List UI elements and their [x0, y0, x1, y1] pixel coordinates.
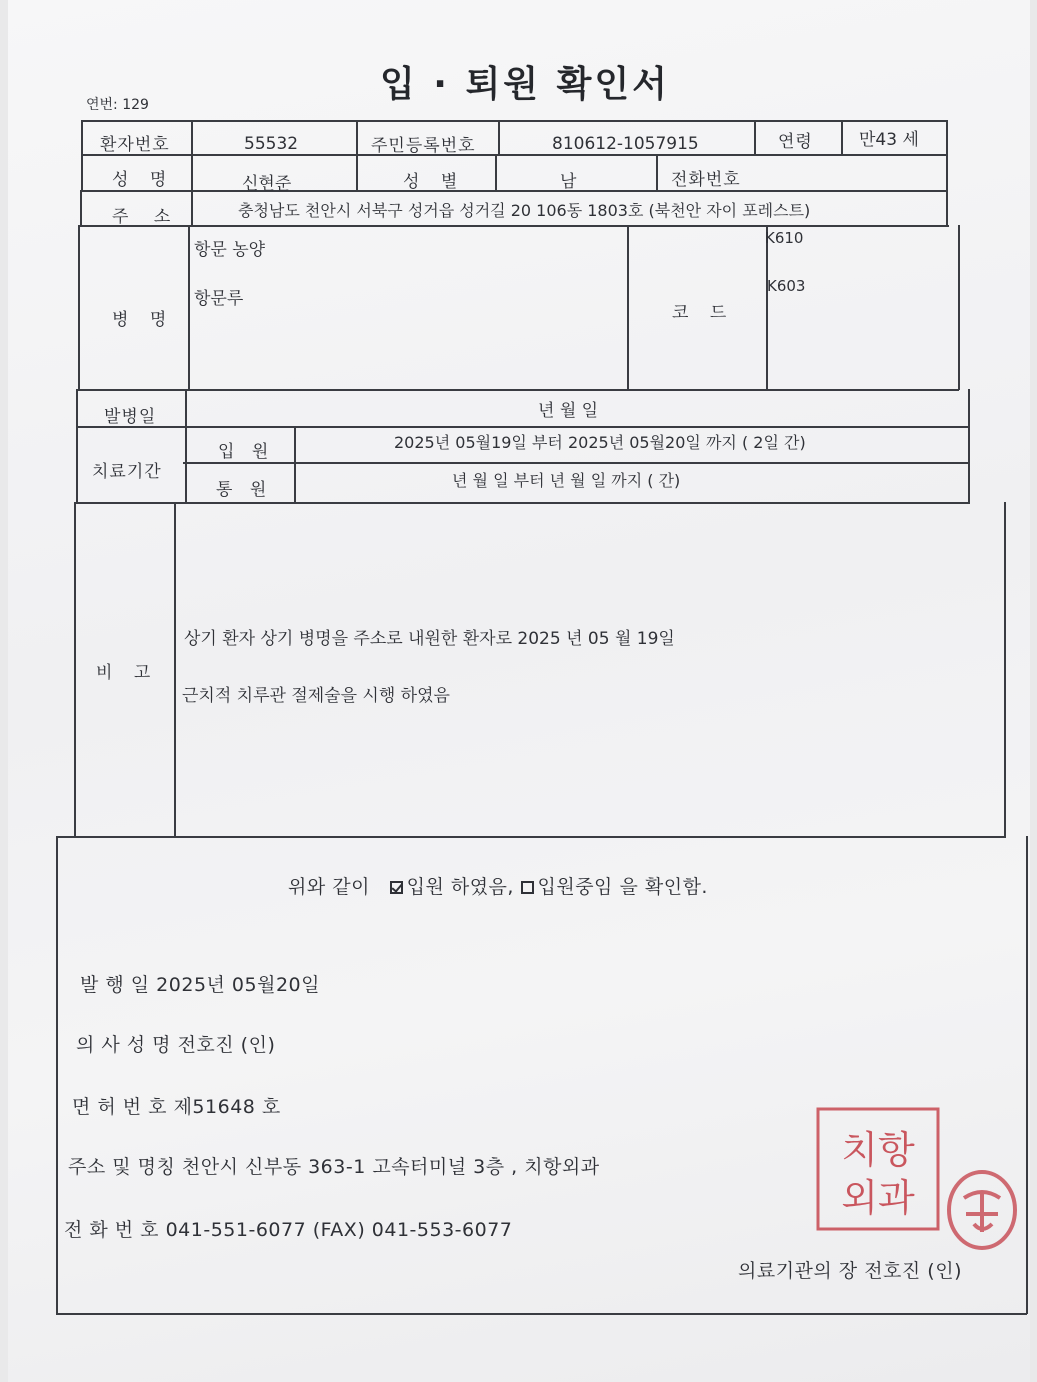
- confirmation-statement: [288, 872, 708, 899]
- value-sex: 남: [560, 172, 577, 192]
- value-code-2: K603: [767, 277, 806, 295]
- value-onset: 년 월 일: [538, 401, 599, 421]
- value-address: 충청남도 천안시 서북구 성거읍 성거길 20 106동 1803호 (북천안 자이 포레스트): [238, 201, 811, 220]
- label-treatment-period: 치료기간: [92, 462, 162, 482]
- label-address: 주 소: [112, 207, 181, 227]
- value-age: 만43 세: [859, 130, 919, 150]
- confirm-option-2: 입원중임: [537, 876, 613, 898]
- issue-date: 발 행 일 2025년 05월20일: [80, 974, 320, 996]
- label-outpatient: 통 원: [216, 480, 273, 500]
- svg-text:치항: 치항: [841, 1128, 915, 1172]
- label-disease: 병 명: [112, 310, 175, 330]
- personal-seal-stamp: [944, 1168, 1020, 1252]
- value-disease-2: 항문루: [194, 289, 244, 309]
- label-sex: 성 별: [403, 172, 466, 192]
- label-resident-no: 주민등록번호: [371, 136, 476, 156]
- value-name: 신현준: [242, 174, 292, 194]
- label-patient-no: 환자번호: [100, 135, 170, 155]
- institution-address: 주소 및 명칭 천안시 신부동 363-1 고속터미널 3층 , 치항외과: [68, 1156, 600, 1178]
- inpatient-checkbox[interactable]: [390, 881, 403, 894]
- label-remarks: 비 고: [96, 663, 159, 683]
- value-outpatient-period: 년 월 일 부터 년 월 일 까지 ( 간): [452, 471, 681, 490]
- label-phone: 전화번호: [671, 170, 741, 190]
- confirm-prefix: 위와 같이: [288, 876, 370, 898]
- value-patient-no: 55532: [244, 134, 299, 154]
- head-signature: 의료기관의 장 전호진 (인): [738, 1260, 962, 1282]
- svg-text:외과: 외과: [841, 1176, 915, 1220]
- value-disease-1: 항문 농양: [194, 240, 266, 260]
- remarks-line-2: 근치적 치루관 절제술을 시행 하였음: [182, 686, 450, 706]
- clinic-seal-stamp: [814, 1105, 942, 1233]
- document-title: 입 · 퇴원 확인서: [380, 64, 670, 105]
- label-inpatient: 입 원: [218, 442, 275, 462]
- certificate-page: [8, 0, 1030, 1382]
- serial-number: 연번: 129: [86, 97, 149, 113]
- label-code: 코 드: [672, 303, 735, 323]
- value-inpatient-period: 2025년 05월19일 부터 2025년 05월20일 까지 ( 2일 간): [394, 433, 806, 452]
- personal-seal-graphic: [944, 1168, 1020, 1252]
- value-resident-no: 810612-1057915: [552, 134, 699, 154]
- remarks-line-1: 상기 환자 상기 병명을 주소로 내원한 환자로 2025 년 05 월 19일: [184, 629, 675, 649]
- label-onset: 발병일: [104, 407, 157, 427]
- license-number: 면 허 번 호 제51648 호: [72, 1096, 281, 1118]
- seal-graphic: [814, 1105, 942, 1233]
- confirm-suffix: 을 확인함.: [619, 876, 708, 898]
- institution-phone: 전 화 번 호 041-551-6077 (FAX) 041-553-6077: [64, 1219, 513, 1241]
- doctor-name: 의 사 성 명 전호진 (인): [76, 1034, 276, 1056]
- label-age: 연령: [778, 132, 813, 152]
- in-hospital-checkbox[interactable]: [521, 881, 534, 894]
- confirm-option-1: 입원 하였음,: [406, 876, 514, 898]
- value-code-1: K610: [765, 229, 804, 247]
- label-name: 성 명: [112, 170, 175, 190]
